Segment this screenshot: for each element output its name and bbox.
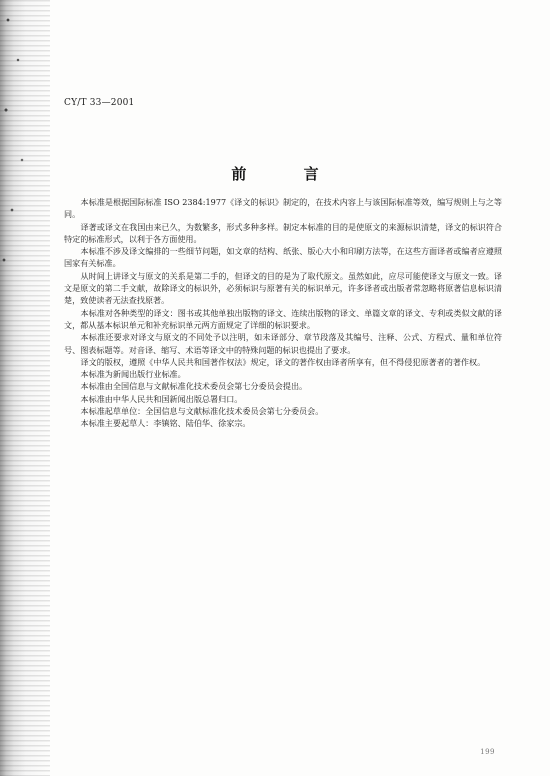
paragraph: 本标准对各种类型的译文：图书或其他单独出版物的译文、连续出版物的译文、单篇文章的译文、专利或类似文献的译文，都从基本标识单元和补充标识单元两方面规定了详细的标识要求。	[64, 307, 502, 330]
standard-code: CY/T 33—2001	[64, 98, 135, 108]
scan-speckle	[0, 0, 30, 300]
page-number: 199	[480, 748, 495, 756]
paragraph: 本标准为新闻出版行业标准。	[80, 369, 186, 380]
paragraph: 本标准不涉及译文编排的一些细节问题，如文章的结构、纸张、版心大小和印刷方法等，在这些方面译者或编者应遵照国家有关标准。	[64, 246, 502, 269]
paragraph: 本标准还要求对译文与原文的不同处予以注明，如未译部分、章节段落及其编号、注释、公式、方程式、量和单位符号、图表标题等。对音译、缩写、术语等译文中的特殊问题的标识也提出了要求。	[64, 332, 502, 355]
page-title: 前 言	[231, 165, 345, 183]
paragraph: 本标准主要起草人：李镇铭、陆伯华、徐家宗。	[80, 418, 251, 429]
paragraph: 本标准由全国信息与文献标准化技术委员会第七分委员会提出。	[80, 381, 308, 392]
foreword-body	[64, 196, 502, 430]
paragraph: 译文的版权，遵照《中华人民共和国著作权法》规定，译文的著作权由译者所享有，但不得侵犯原著者的著作权。	[80, 356, 486, 367]
paragraph: 本标准起草单位：全国信息与文献标准化技术委员会第七分委员会。	[80, 406, 324, 417]
paragraph: 从时间上讲译文与原文的关系是第二手的，但译文的目的是为了取代原文。虽然如此，应尽可能使译文与原文一致。译文是原文的第二手文献，故除译文的标识外，必须标识与原著有关的标识单元，许多译者或出版者常忽略将原著信息标识清楚，致使读者无法查找原著。	[64, 270, 502, 306]
paragraph: 译著或译文在我国由来已久，为数繁多，形式多种多样。制定本标准的目的是使原文的来源标识清楚，译文的标识符合特定的标准形式，以利于各方面使用。	[64, 221, 502, 244]
paragraph: 本标准由中华人民共和国新闻出版总署归口。	[80, 393, 243, 404]
paragraph: 本标准是根据国际标准 ISO 2384:1977《译文的标识》制定的，在技术内容上与该国际标准等效，编写规则上与之等同。	[64, 197, 502, 220]
